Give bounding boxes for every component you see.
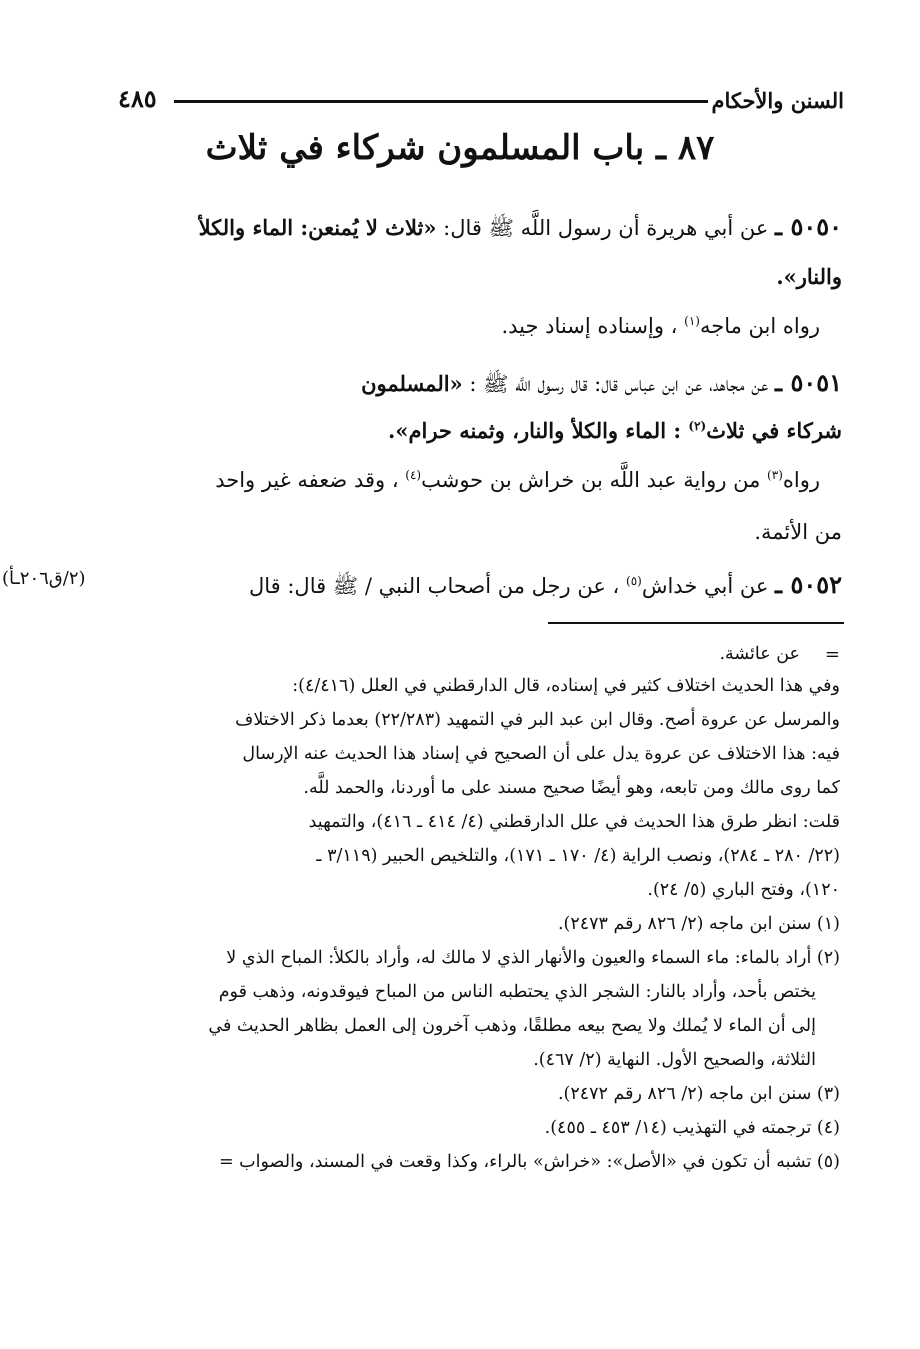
hadith-number: ٥٠٥٢ ـ (775, 570, 842, 599)
footnote-2: (٢) أراد بالماء: ماء السماء والعيون والأنهار الذي لا مالك له، وأراد بالكلأ: المباح الذي لا (226, 948, 840, 968)
footnote-4: (٤) ترجمته في التهذيب (١٤/ ٤٥٣ ـ ٤٥٥). (544, 1118, 840, 1138)
narration-text: ، وقد ضعفه غير واحد (215, 468, 406, 492)
footnote-5: (٥) تشبه أن تكون في «الأصل»: «خراش» بالراء، وكذا وقعت في المسند، والصواب = (218, 1152, 840, 1172)
narration-text: ، وإسناده إسناد جيد. (501, 314, 685, 338)
footnote-line: عن عائشة. (719, 644, 800, 664)
footnote-ref: (٢) (688, 419, 707, 433)
narration-text: رواه ابن ماجه (699, 314, 820, 338)
footnote-line: كما روى مالك ومن تابعه، وهو أيضًا صحيح مسند على ما أوردنا، والحمد للَّه. (303, 778, 840, 798)
footnote-continuation-mark: = (824, 644, 840, 665)
header-rule (174, 100, 708, 103)
running-header-title: السنن والأحكام (711, 88, 844, 113)
manuscript-margin-reference: (٢/ق٢٠٦ـأ) (2, 568, 86, 589)
hadith-5050-line-1 (199, 212, 842, 246)
page-number: ٤٨٥ (118, 84, 157, 113)
footnote-1: (١) سنن ابن ماجه (٢/ ٨٢٦ رقم ٢٤٧٣). (557, 914, 840, 934)
hadith-matn: شركاء في ثلاث (706, 418, 842, 443)
footnote-line: (٢٢/ ٢٨٠ ـ ٢٨٤)، ونصب الراية (٤/ ١٧٠ ـ ١٧١)، والتلخيص الحبير (٣/١١٩ ـ (316, 846, 840, 866)
hadith-text: عن أبي خداش (641, 574, 769, 598)
footnote-line: وفي هذا الحديث اختلاف كثير في إسناده، قال الدارقطني في العلل (٤/٤١٦): (292, 676, 840, 696)
footnote-line: والمرسل عن عروة أصح. وقال ابن عبد البر في التمهيد (٢٢/٢٨٣) بعدما ذكر الاختلاف (235, 710, 840, 730)
footnote-line: ١٢٠)، وفتح الباري (٥/ ٢٤). (647, 880, 840, 900)
hadith-5052-line-1 (249, 570, 842, 604)
chapter-title: ٨٧ ـ باب المسلمون شركاء في ثلاث (205, 128, 715, 168)
hadith-text: ، عن رجل من أصحاب النبي / ﷺ قال: قال (248, 574, 626, 598)
narration-text: من رواية عبد اللَّه بن خراش بن حوشب (421, 468, 768, 492)
footnote-3: (٣) سنن ابن ماجه (٢/ ٨٢٦ رقم ٢٤٧٢). (557, 1084, 840, 1104)
footnote-line: إلى أن الماء لا يُملك ولا يصح بيعه مطلقًا، وذهب آخرون إلى العمل بظاهر الحديث في (208, 1016, 816, 1036)
footnote-line: فيه: هذا الاختلاف عن عروة يدل على أن الصحيح في إسناد هذا الحديث عنه الإرسال (242, 744, 840, 764)
footnote-line: قلت: انظر طرق هذا الحديث في علل الدارقطني (٤/ ٤١٤ ـ ٤١٦)، والتمهيد (308, 812, 840, 832)
footnote-ref: (٥) (626, 574, 642, 588)
hadith-5051-narration-line-2: من الأئمة. (754, 520, 842, 544)
hadith-5051-narration (215, 468, 820, 492)
footnote-line: يختص بأحد، وأراد بالنار: الشجر الذي يحتطبه الناس من المباح فيوقدونه، وذهب قوم (218, 982, 816, 1002)
hadith-5051-line-1 (361, 368, 842, 402)
hadith-text: عن أبي هريرة أن رسول اللَّه ﷺ قال: (436, 216, 769, 240)
hadith-matn: : الماء والكلأ والنار، وثمنه حرام». (388, 418, 689, 443)
hadith-number: ٥٠٥١ ـ (775, 368, 842, 397)
footnote-ref: (٤) (405, 468, 422, 482)
hadith-5050-narration (501, 314, 820, 338)
footnote-separator (548, 622, 844, 624)
footnote-line: الثلاثة، والصحيح الأول. النهاية (٢/ ٤٦٧). (533, 1050, 816, 1070)
hadith-matn: «المسلمون (361, 371, 463, 396)
footnote-ref: (١) (684, 314, 700, 328)
hadith-5050-line-2: والنار». (776, 264, 842, 289)
hadith-5051-line-2 (388, 418, 842, 443)
hadith-matn: «ثلاث لا يُمنعن: الماء والكلأ (198, 215, 437, 240)
hadith-number: ٥٠٥٠ ـ (775, 212, 842, 241)
hadith-text: عن مجاهد، عن ابن عباس قال: قال رسول اللَّه ﷺ : (462, 372, 769, 396)
narration-text: رواه (782, 468, 820, 492)
footnote-ref: (٣) (767, 468, 783, 482)
